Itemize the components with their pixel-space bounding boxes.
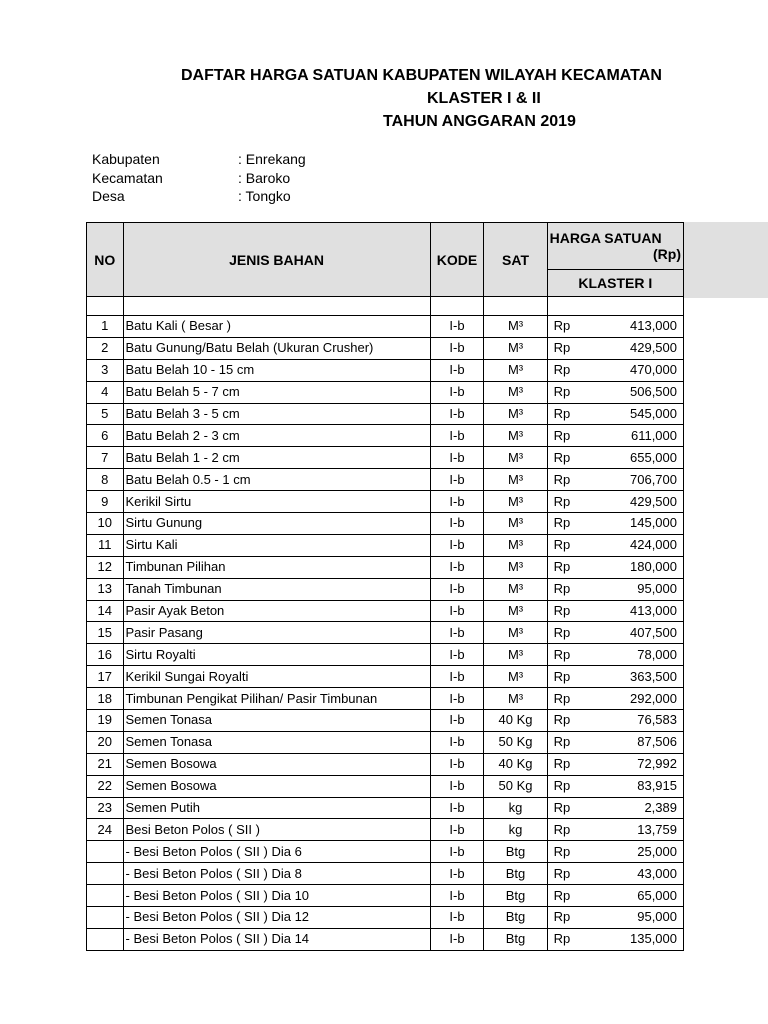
table-row: [87, 513, 684, 535]
row-amount: 706,700: [630, 471, 677, 487]
row-sat: M³: [484, 622, 547, 644]
row-name: Semen Tonasa: [123, 731, 430, 753]
table-row: [87, 447, 684, 469]
row-name: Batu Belah 3 - 5 cm: [123, 403, 430, 425]
desa-value: : Tongko: [238, 188, 291, 204]
row-name: Kerikil Sungai Royalti: [123, 666, 430, 688]
row-sat: M³: [484, 644, 547, 666]
table-row: [87, 644, 684, 666]
row-kode: I-b: [430, 447, 484, 469]
table-row: [87, 885, 684, 907]
table-row: [87, 819, 684, 841]
table-row: [87, 841, 684, 863]
row-kode: I-b: [430, 513, 484, 535]
row-name: - Besi Beton Polos ( SII ) Dia 10: [123, 885, 430, 907]
row-name: Semen Bosowa: [123, 775, 430, 797]
row-kode: I-b: [430, 403, 484, 425]
row-name: Sirtu Gunung: [123, 513, 430, 535]
table-row: [87, 425, 684, 447]
row-kode: I-b: [430, 885, 484, 907]
row-currency: Rp: [553, 603, 571, 619]
row-no: 13: [87, 578, 124, 600]
row-price: [547, 469, 683, 491]
row-price: [547, 600, 683, 622]
row-price: [547, 819, 683, 841]
row-currency: Rp: [553, 821, 571, 837]
row-currency: Rp: [553, 318, 571, 334]
row-kode: I-b: [430, 753, 484, 775]
table-row: [87, 688, 684, 710]
row-amount: 506,500: [630, 384, 677, 400]
row-price: [547, 425, 683, 447]
row-no: 16: [87, 644, 124, 666]
table-row: [87, 316, 684, 338]
row-kode: I-b: [430, 666, 484, 688]
row-amount: 83,915: [637, 778, 677, 794]
row-currency: Rp: [553, 384, 571, 400]
blank-row: [87, 297, 684, 316]
header-sat: SAT: [484, 223, 547, 297]
row-no: 2: [87, 337, 124, 359]
row-sat: M³: [484, 337, 547, 359]
row-currency: Rp: [553, 624, 571, 640]
row-kode: I-b: [430, 710, 484, 732]
row-name: - Besi Beton Polos ( SII ) Dia 14: [123, 928, 430, 950]
row-price: [547, 753, 683, 775]
header-overflow-shade: [684, 222, 768, 298]
row-price: [547, 513, 683, 535]
header-harga-satuan: [547, 223, 683, 270]
row-price: [547, 797, 683, 819]
row-name: Timbunan Pengikat Pilihan/ Pasir Timbunan: [123, 688, 430, 710]
row-kode: I-b: [430, 578, 484, 600]
row-currency: Rp: [553, 340, 571, 356]
table-row: [87, 622, 684, 644]
row-no: 20: [87, 731, 124, 753]
row-no: 11: [87, 534, 124, 556]
row-sat: M³: [484, 359, 547, 381]
row-currency: Rp: [553, 449, 571, 465]
row-amount: 65,000: [637, 887, 677, 903]
row-kode: I-b: [430, 381, 484, 403]
header-harga-satuan-label: HARGA SATUAN: [549, 230, 662, 246]
row-sat: M³: [484, 513, 547, 535]
row-name: Kerikil Sirtu: [123, 491, 430, 513]
row-no: 7: [87, 447, 124, 469]
row-currency: Rp: [553, 471, 571, 487]
row-currency: Rp: [553, 843, 571, 859]
row-price: [547, 666, 683, 688]
header-kode: KODE: [430, 223, 484, 297]
row-amount: 545,000: [630, 406, 677, 421]
row-amount: 292,000: [630, 690, 677, 706]
price-table: [86, 222, 684, 951]
row-amount: 424,000: [630, 537, 677, 553]
row-no: 6: [87, 425, 124, 447]
row-currency: Rp: [553, 756, 571, 772]
row-kode: I-b: [430, 841, 484, 863]
row-no: 18: [87, 688, 124, 710]
row-currency: Rp: [553, 493, 571, 509]
header-jenis-bahan: JENIS BAHAN: [123, 223, 430, 297]
row-kode: I-b: [430, 534, 484, 556]
row-sat: M³: [484, 403, 547, 425]
row-amount: 180,000: [630, 559, 677, 575]
row-amount: 429,500: [630, 340, 677, 356]
row-price: [547, 403, 683, 425]
row-price: [547, 775, 683, 797]
row-sat: Btg: [484, 841, 547, 863]
row-currency: Rp: [553, 800, 571, 816]
row-amount: 76,583: [637, 712, 677, 728]
row-currency: Rp: [553, 537, 571, 553]
row-price: [547, 841, 683, 863]
row-no: [87, 885, 124, 907]
table-row: [87, 534, 684, 556]
row-name: - Besi Beton Polos ( SII ) Dia 8: [123, 863, 430, 885]
row-price: [547, 556, 683, 578]
row-amount: 363,500: [630, 668, 677, 684]
row-no: 9: [87, 491, 124, 513]
row-no: 23: [87, 797, 124, 819]
row-currency: Rp: [553, 646, 571, 662]
row-name: Pasir Ayak Beton: [123, 600, 430, 622]
row-sat: Btg: [484, 863, 547, 885]
kecamatan-value: : Baroko: [238, 170, 291, 186]
row-name: Sirtu Royalti: [123, 644, 430, 666]
row-no: 1: [87, 316, 124, 338]
row-currency: Rp: [553, 778, 571, 794]
row-kode: I-b: [430, 337, 484, 359]
row-amount: 72,992: [637, 756, 677, 772]
table-row: [87, 359, 684, 381]
table-row: [87, 666, 684, 688]
row-currency: Rp: [553, 887, 571, 903]
row-price: [547, 381, 683, 403]
row-no: 5: [87, 403, 124, 425]
row-kode: I-b: [430, 556, 484, 578]
row-kode: I-b: [430, 425, 484, 447]
row-name: Batu Belah 2 - 3 cm: [123, 425, 430, 447]
row-no: 21: [87, 753, 124, 775]
row-name: Pasir Pasang: [123, 622, 430, 644]
row-name: Batu Belah 5 - 7 cm: [123, 381, 430, 403]
row-price: [547, 534, 683, 556]
table-row: [87, 775, 684, 797]
row-name: Semen Putih: [123, 797, 430, 819]
row-name: Batu Gunung/Batu Belah (Ukuran Crusher): [123, 337, 430, 359]
row-no: 17: [87, 666, 124, 688]
row-no: 15: [87, 622, 124, 644]
row-kode: I-b: [430, 688, 484, 710]
row-sat: kg: [484, 819, 547, 841]
row-no: 19: [87, 710, 124, 732]
table-row: [87, 753, 684, 775]
row-currency: Rp: [553, 931, 571, 947]
row-currency: Rp: [553, 559, 571, 575]
row-price: [547, 731, 683, 753]
row-no: [87, 863, 124, 885]
kabupaten-label: Kabupaten: [92, 151, 160, 167]
header-harga-unit: (Rp): [653, 246, 681, 262]
table-row: [87, 491, 684, 513]
row-no: 12: [87, 556, 124, 578]
table-row: [87, 556, 684, 578]
row-price: [547, 622, 683, 644]
row-sat: M³: [484, 534, 547, 556]
row-amount: 95,000: [637, 909, 677, 925]
row-kode: I-b: [430, 491, 484, 513]
row-amount: 611,000: [630, 427, 677, 443]
row-price: [547, 928, 683, 950]
row-currency: Rp: [553, 734, 571, 750]
row-currency: Rp: [553, 690, 571, 706]
row-kode: I-b: [430, 600, 484, 622]
row-currency: Rp: [553, 581, 571, 597]
row-kode: I-b: [430, 863, 484, 885]
table-row: [87, 381, 684, 403]
row-amount: 429,500: [630, 493, 677, 509]
table-row: [87, 863, 684, 885]
row-no: 22: [87, 775, 124, 797]
row-sat: Btg: [484, 885, 547, 907]
table-row: [87, 469, 684, 491]
row-name: Batu Kali ( Besar ): [123, 316, 430, 338]
row-no: [87, 928, 124, 950]
row-price: [547, 447, 683, 469]
row-price: [547, 688, 683, 710]
row-sat: Btg: [484, 928, 547, 950]
row-amount: 135,000: [630, 931, 677, 947]
row-currency: Rp: [553, 406, 571, 421]
table-row: [87, 928, 684, 950]
row-currency: Rp: [553, 668, 571, 684]
table-row: [87, 578, 684, 600]
row-sat: kg: [484, 797, 547, 819]
table-row: [87, 403, 684, 425]
table-row: [87, 710, 684, 732]
row-sat: 50 Kg: [484, 731, 547, 753]
row-currency: Rp: [553, 427, 571, 443]
row-name: Batu Belah 0.5 - 1 cm: [123, 469, 430, 491]
row-price: [547, 863, 683, 885]
row-kode: I-b: [430, 359, 484, 381]
row-name: - Besi Beton Polos ( SII ) Dia 6: [123, 841, 430, 863]
row-kode: I-b: [430, 644, 484, 666]
row-amount: 25,000: [637, 843, 677, 859]
row-name: Semen Bosowa: [123, 753, 430, 775]
table-row: [87, 337, 684, 359]
row-price: [547, 316, 683, 338]
row-price: [547, 885, 683, 907]
row-no: 14: [87, 600, 124, 622]
table-row: [87, 600, 684, 622]
row-sat: 40 Kg: [484, 710, 547, 732]
row-sat: M³: [484, 556, 547, 578]
row-currency: Rp: [553, 909, 571, 925]
row-amount: 413,000: [630, 603, 677, 619]
row-amount: 13,759: [637, 821, 677, 837]
row-no: 8: [87, 469, 124, 491]
row-price: [547, 644, 683, 666]
row-amount: 145,000: [630, 515, 677, 531]
row-kode: I-b: [430, 907, 484, 929]
row-sat: M³: [484, 578, 547, 600]
row-price: [547, 710, 683, 732]
row-kode: I-b: [430, 775, 484, 797]
header-no: NO: [87, 223, 124, 297]
row-sat: M³: [484, 688, 547, 710]
row-amount: 2,389: [644, 800, 677, 816]
table-body: [87, 297, 684, 951]
row-no: 4: [87, 381, 124, 403]
row-name: Tanah Timbunan: [123, 578, 430, 600]
row-currency: Rp: [553, 712, 571, 728]
row-no: 3: [87, 359, 124, 381]
row-sat: 40 Kg: [484, 753, 547, 775]
row-name: - Besi Beton Polos ( SII ) Dia 12: [123, 907, 430, 929]
row-sat: Btg: [484, 907, 547, 929]
row-kode: I-b: [430, 622, 484, 644]
row-sat: M³: [484, 447, 547, 469]
row-no: 24: [87, 819, 124, 841]
kecamatan-label: Kecamatan: [92, 170, 163, 186]
row-kode: I-b: [430, 819, 484, 841]
row-sat: M³: [484, 381, 547, 403]
row-currency: Rp: [553, 515, 571, 531]
desa-label: Desa: [92, 188, 125, 204]
row-no: [87, 907, 124, 929]
row-sat: M³: [484, 316, 547, 338]
row-amount: 413,000: [630, 318, 677, 334]
row-amount: 87,506: [637, 734, 677, 750]
row-price: [547, 491, 683, 513]
header-klaster-1: KLASTER I: [547, 270, 683, 297]
row-no: [87, 841, 124, 863]
row-price: [547, 907, 683, 929]
table-row: [87, 731, 684, 753]
table-row: [87, 797, 684, 819]
row-name: Besi Beton Polos ( SII ): [123, 819, 430, 841]
row-sat: M³: [484, 469, 547, 491]
row-amount: 43,000: [637, 865, 677, 881]
row-kode: I-b: [430, 731, 484, 753]
row-price: [547, 337, 683, 359]
row-amount: 407,500: [630, 624, 677, 640]
row-amount: 95,000: [637, 581, 677, 597]
row-name: Sirtu Kali: [123, 534, 430, 556]
row-sat: M³: [484, 425, 547, 447]
row-kode: I-b: [430, 316, 484, 338]
row-no: 10: [87, 513, 124, 535]
row-currency: Rp: [553, 865, 571, 881]
row-currency: Rp: [553, 362, 571, 378]
row-kode: I-b: [430, 469, 484, 491]
row-name: Batu Belah 1 - 2 cm: [123, 447, 430, 469]
row-sat: M³: [484, 600, 547, 622]
row-name: Batu Belah 10 - 15 cm: [123, 359, 430, 381]
row-name: Semen Tonasa: [123, 710, 430, 732]
row-amount: 78,000: [637, 646, 677, 662]
row-price: [547, 359, 683, 381]
row-sat: M³: [484, 491, 547, 513]
row-sat: 50 Kg: [484, 775, 547, 797]
row-amount: 470,000: [630, 362, 677, 378]
row-amount: 655,000: [630, 449, 677, 465]
row-price: [547, 578, 683, 600]
table-row: [87, 907, 684, 929]
row-sat: M³: [484, 666, 547, 688]
row-kode: I-b: [430, 797, 484, 819]
document-clip: DAFTAR HARGA SATUAN KABUPATEN WILAYAH KECAMATAN KLASTER I & II TAHUN ANGGARAN 2019 Kabupaten : Enrekang Kecamatan : Baroko Desa : Tongko NO JENIS BAHAN KODE SAT HARGA SATUAN (Rp) KLASTER I 1 Batu Kali ( Besar ) I-b M³ Rp 413,000 2 Batu Gunung/Batu Belah (Ukuran Crusher) I-b M³ Rp 429,500 3 Batu Belah 10 - 15 cm I-b M³ Rp 470,000 4 Batu Belah 5 - 7 cm I-b M³ Rp 506,500 5 Batu Belah 3 - 5 cm I-b M³ Rp 545,000 6 Batu Belah 2 - 3 cm I-b M³ Rp 611,000 7 Batu Belah 1 - 2 cm I-b M³ Rp 655,000 8 Batu Belah 0.5 - 1 cm I-b M³ Rp 706,700 9 Kerikil Sirtu I-b M³ Rp 429,500 10 Sirtu Gunung I-b M³ Rp 145,000 11 Sirtu Kali I-b M³ Rp 424,000 12 Timbunan Pilihan I-b M³ Rp 180,000 13 Tanah Timbunan I-b M³ Rp 95,000 14 Pasir Ayak Beton I-b M³ Rp 413,000 15 Pasir Pasang I-b M³ Rp 407,500 16 Sirtu Royalti I-b M³ Rp 78,000 17 Kerikil Sungai Royalti I-b M³ Rp 363,500 18 Timbunan Pengikat Pilihan/ Pasir Timbunan I-b M³ Rp 292,000 19 Semen Tonasa I-b 40 Kg Rp 76,583 20 Semen Tonasa I-b 50 Kg Rp 87,506 21 Semen Bosowa I-b 40 Kg Rp 72,992 22 Semen Bosowa I-b 50 Kg Rp 83,915 23 Semen Putih I-b kg Rp 2,389 24 Besi Beton Polos ( SII ) I-b kg Rp 13,759 - Besi Beton Polos ( SII ) Dia 6 I-b Btg Rp 25,000 - Besi Beton Polos ( SII ) Dia 8 I-b Btg Rp 43,000 - Besi Beton Polos ( SII ) Dia 10 I-b Btg Rp 65,000 - Besi Beton Polos ( SII ) Dia 12 I-b Btg Rp 95,000 - Besi Beton Polos ( SII ) Dia 14 I-b Btg Rp 135,000: [0, 0, 684, 1024]
kabupaten-value: : Enrekang: [238, 151, 306, 167]
row-kode: I-b: [430, 928, 484, 950]
row-name: Timbunan Pilihan: [123, 556, 430, 578]
